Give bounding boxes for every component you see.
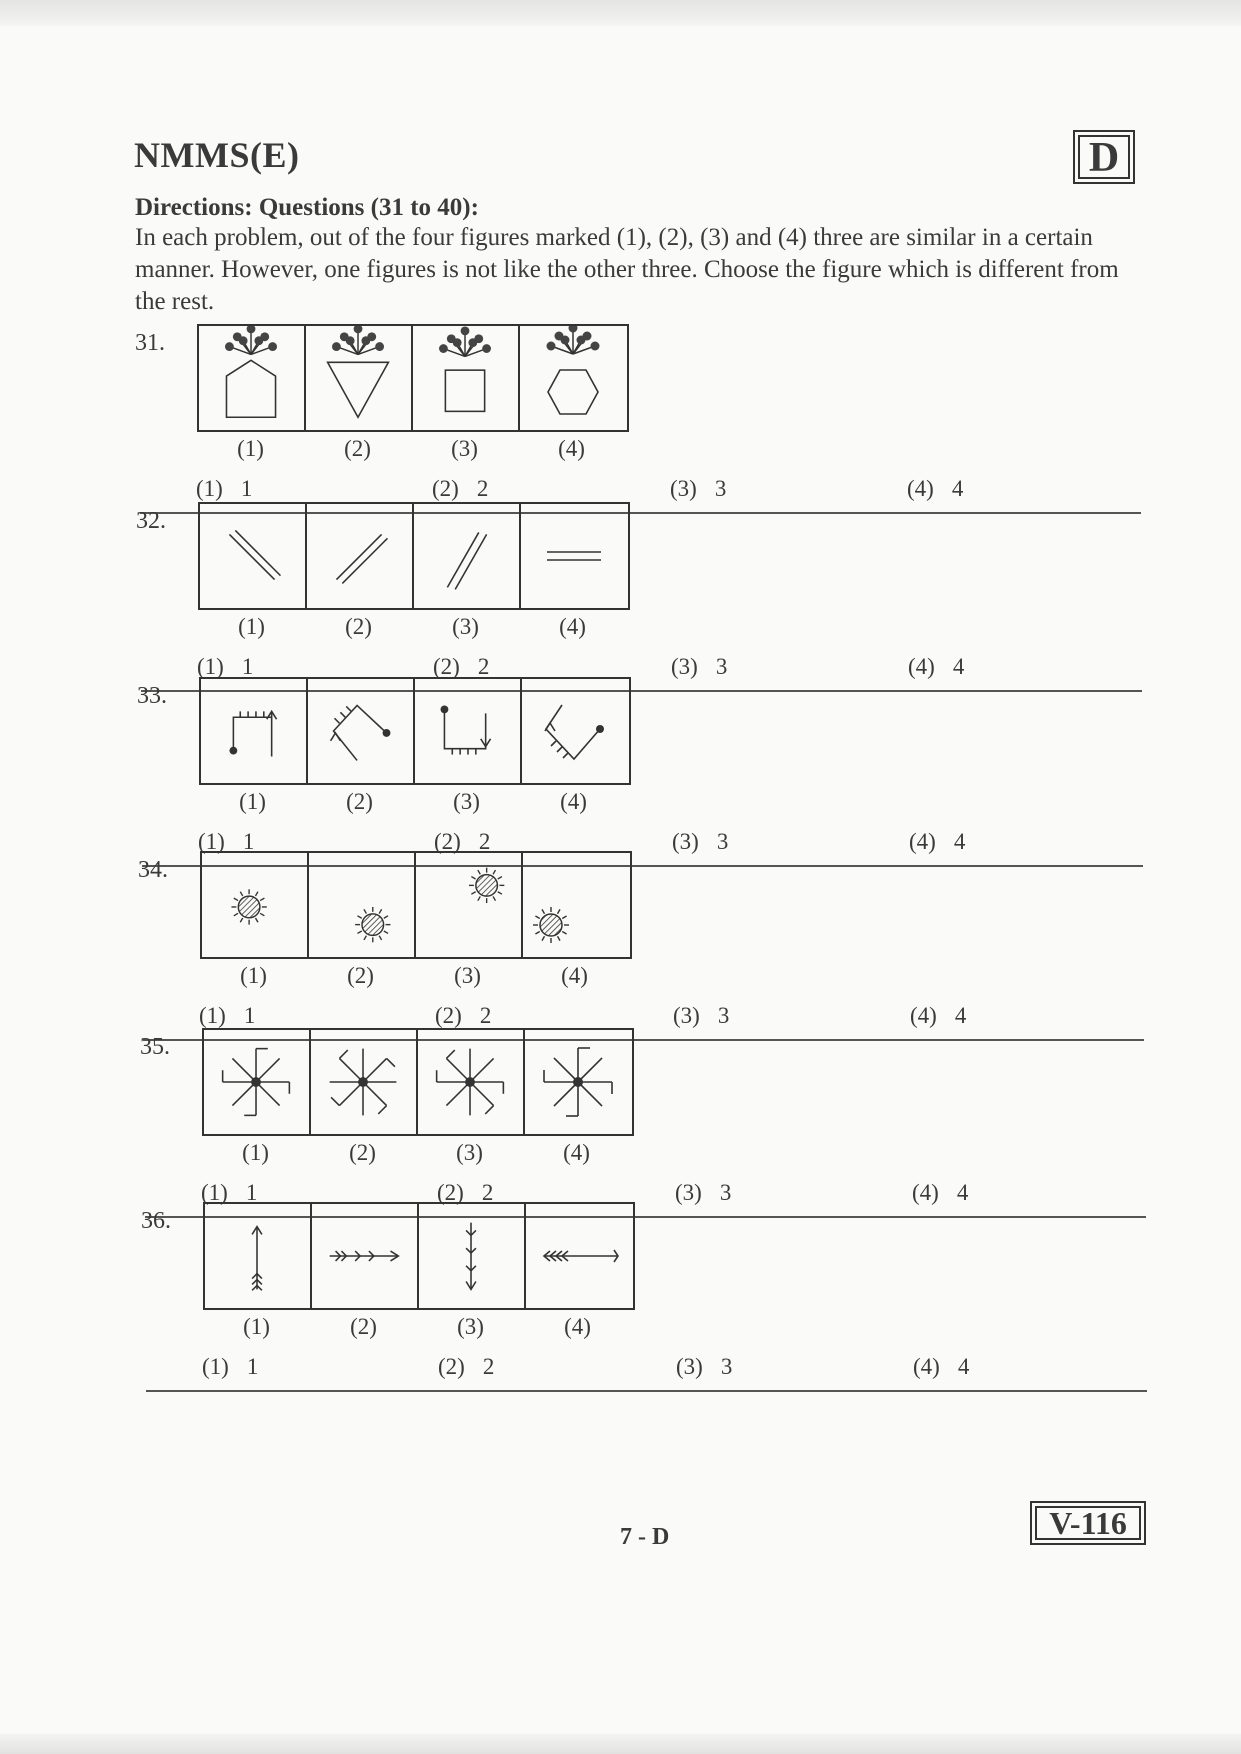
figure-drawing xyxy=(312,1204,417,1308)
option-number: (4) xyxy=(909,829,936,854)
answer-option-4[interactable] xyxy=(907,476,963,502)
option-number: (3) xyxy=(673,1003,700,1028)
option-value: 2 xyxy=(479,1003,492,1028)
figure-label: (1) xyxy=(237,436,264,461)
option-value: 3 xyxy=(719,1180,732,1205)
option-value: 2 xyxy=(481,1180,494,1205)
answer-option-2[interactable] xyxy=(438,1354,494,1380)
figure-drawing xyxy=(419,1204,524,1308)
figure-4 xyxy=(521,504,628,608)
scan-edge-bottom xyxy=(0,1734,1241,1754)
figure-drawing xyxy=(523,853,630,957)
answer-option-4[interactable] xyxy=(910,1003,966,1029)
figure-drawing xyxy=(415,679,520,783)
figure-row xyxy=(197,324,629,432)
question-number: 33. xyxy=(137,683,167,709)
option-value: 4 xyxy=(952,654,965,679)
figure-labels xyxy=(198,614,626,640)
answer-option-3[interactable] xyxy=(671,654,727,680)
option-number: (4) xyxy=(908,654,935,679)
option-value: 4 xyxy=(957,1354,970,1379)
answer-option-4[interactable] xyxy=(908,654,964,680)
scan-edge-top xyxy=(0,0,1241,26)
figure-1 xyxy=(202,853,309,957)
figure-label: (2) xyxy=(345,614,372,639)
option-number: (2) xyxy=(435,1003,462,1028)
figure-labels xyxy=(203,1314,631,1340)
figure-row xyxy=(198,502,630,610)
option-number: (2) xyxy=(434,829,461,854)
figure-1 xyxy=(204,1030,311,1134)
option-value: 3 xyxy=(714,476,727,501)
figure-row xyxy=(203,1202,635,1310)
figure-4 xyxy=(526,1204,633,1308)
option-number: (4) xyxy=(913,1354,940,1379)
figure-drawing xyxy=(306,326,411,430)
figure-label: (3) xyxy=(456,1140,483,1165)
option-number: (1) xyxy=(198,829,225,854)
option-value: 4 xyxy=(951,476,964,501)
figure-drawing xyxy=(199,326,304,430)
figure-drawing xyxy=(521,504,628,608)
option-number: (3) xyxy=(675,1180,702,1205)
option-value: 4 xyxy=(956,1180,969,1205)
question-number: 34. xyxy=(138,857,168,883)
figure-label: (4) xyxy=(559,614,586,639)
figure-drawing xyxy=(525,1030,632,1134)
figure-drawing xyxy=(414,504,519,608)
figure-drawing xyxy=(526,1204,633,1308)
figure-2 xyxy=(307,504,414,608)
option-number: (3) xyxy=(676,1354,703,1379)
figure-drawing xyxy=(311,1030,416,1134)
figure-drawing xyxy=(202,853,307,957)
option-value: 1 xyxy=(242,829,255,854)
figure-label: (3) xyxy=(451,436,478,461)
figure-label: (3) xyxy=(453,789,480,814)
option-number: (2) xyxy=(438,1354,465,1379)
figure-row xyxy=(202,1028,634,1136)
figure-label: (4) xyxy=(561,963,588,988)
figure-labels xyxy=(197,436,625,462)
figure-row xyxy=(200,851,632,959)
figure-drawing xyxy=(307,504,412,608)
question-separator xyxy=(146,1390,1147,1392)
figure-labels xyxy=(200,963,628,989)
option-number: (1) xyxy=(196,476,223,501)
figure-drawing xyxy=(309,853,414,957)
figure-3 xyxy=(418,1030,525,1134)
figure-label: (1) xyxy=(240,963,267,988)
option-value: 3 xyxy=(717,1003,730,1028)
figure-3 xyxy=(419,1204,526,1308)
directions-heading: Directions: Questions (31 to 40): xyxy=(135,194,479,221)
figure-4 xyxy=(520,326,627,430)
figure-2 xyxy=(311,1030,418,1134)
option-number: (3) xyxy=(672,829,699,854)
option-value: 2 xyxy=(477,654,490,679)
figure-label: (2) xyxy=(349,1140,376,1165)
figure-4 xyxy=(525,1030,632,1134)
option-number: (4) xyxy=(912,1180,939,1205)
figure-3 xyxy=(415,679,522,783)
answer-option-3[interactable] xyxy=(672,829,728,855)
figure-label: (4) xyxy=(560,789,587,814)
figure-1 xyxy=(199,326,306,430)
figure-3 xyxy=(416,853,523,957)
figure-label: (4) xyxy=(564,1314,591,1339)
option-value: 1 xyxy=(243,1003,256,1028)
option-number: (1) xyxy=(202,1354,229,1379)
page-number: 7 - D xyxy=(620,1524,670,1550)
figure-drawing xyxy=(204,1030,309,1134)
figure-row xyxy=(199,677,631,785)
figure-labels xyxy=(202,1140,630,1166)
question-number: 32. xyxy=(136,508,166,534)
option-value: 4 xyxy=(954,1003,967,1028)
answer-option-1[interactable] xyxy=(199,1003,255,1029)
option-value: 1 xyxy=(241,654,254,679)
figure-1 xyxy=(200,504,307,608)
figure-1 xyxy=(205,1204,312,1308)
figure-drawing xyxy=(522,679,629,783)
figure-drawing xyxy=(308,679,413,783)
option-number: (2) xyxy=(433,654,460,679)
answer-option-4[interactable] xyxy=(909,829,965,855)
option-number: (4) xyxy=(907,476,934,501)
figure-2 xyxy=(308,679,415,783)
figure-2 xyxy=(309,853,416,957)
option-value: 1 xyxy=(246,1354,259,1379)
figure-label: (2) xyxy=(346,789,373,814)
figure-2 xyxy=(312,1204,419,1308)
figure-4 xyxy=(522,679,629,783)
option-value: 1 xyxy=(245,1180,258,1205)
option-value: 2 xyxy=(478,829,491,854)
figure-label: (3) xyxy=(452,614,479,639)
answer-option-2[interactable] xyxy=(432,476,488,502)
figure-label: (2) xyxy=(350,1314,377,1339)
figure-3 xyxy=(413,326,520,430)
figure-label: (1) xyxy=(243,1314,270,1339)
question-number: 31. xyxy=(135,330,165,356)
set-badge: D xyxy=(1073,130,1135,184)
figure-drawing xyxy=(413,326,518,430)
option-number: (2) xyxy=(432,476,459,501)
figure-label: (3) xyxy=(457,1314,484,1339)
answer-option-1[interactable] xyxy=(196,476,252,502)
figure-2 xyxy=(306,326,413,430)
option-number: (2) xyxy=(437,1180,464,1205)
figure-4 xyxy=(523,853,630,957)
answer-option-3[interactable] xyxy=(676,1354,732,1380)
figure-label: (1) xyxy=(238,614,265,639)
option-number: (1) xyxy=(197,654,224,679)
option-number: (1) xyxy=(199,1003,226,1028)
paper-code: V-116 xyxy=(1030,1501,1146,1545)
option-number: (1) xyxy=(201,1180,228,1205)
figure-drawing xyxy=(205,1204,310,1308)
figure-drawing xyxy=(418,1030,523,1134)
option-value: 2 xyxy=(482,1354,495,1379)
option-value: 2 xyxy=(476,476,489,501)
figure-label: (4) xyxy=(558,436,585,461)
option-number: (3) xyxy=(670,476,697,501)
figure-drawing xyxy=(200,504,305,608)
figure-label: (2) xyxy=(347,963,374,988)
figure-label: (1) xyxy=(242,1140,269,1165)
figure-3 xyxy=(414,504,521,608)
option-value: 3 xyxy=(720,1354,733,1379)
answer-option-3[interactable] xyxy=(670,476,726,502)
answer-option-1[interactable] xyxy=(202,1354,258,1380)
figure-drawing xyxy=(416,853,521,957)
answer-option-4[interactable] xyxy=(913,1354,969,1380)
answer-option-2[interactable] xyxy=(435,1003,491,1029)
figure-label: (3) xyxy=(454,963,481,988)
option-number: (4) xyxy=(910,1003,937,1028)
figure-labels xyxy=(199,789,627,815)
option-value: 3 xyxy=(716,829,729,854)
exam-title: NMMS(E) xyxy=(134,135,300,175)
figure-label: (4) xyxy=(563,1140,590,1165)
question-number: 36. xyxy=(141,1208,171,1234)
option-number: (3) xyxy=(671,654,698,679)
option-value: 3 xyxy=(715,654,728,679)
figure-drawing xyxy=(520,326,627,430)
question-number: 35. xyxy=(140,1034,170,1060)
answer-option-3[interactable] xyxy=(673,1003,729,1029)
answer-option-4[interactable] xyxy=(912,1180,968,1206)
figure-label: (2) xyxy=(344,436,371,461)
figure-1 xyxy=(201,679,308,783)
directions-text: In each problem, out of the four figures marked (1), (2), (3) and (4) three are similar in a certain manner. However, one figures is not like the other three. Choose the figure which is different from the rest. xyxy=(135,224,1119,315)
answer-option-3[interactable] xyxy=(675,1180,731,1206)
option-value: 1 xyxy=(240,476,253,501)
option-value: 4 xyxy=(953,829,966,854)
figure-drawing xyxy=(201,679,306,783)
figure-label: (1) xyxy=(239,789,266,814)
